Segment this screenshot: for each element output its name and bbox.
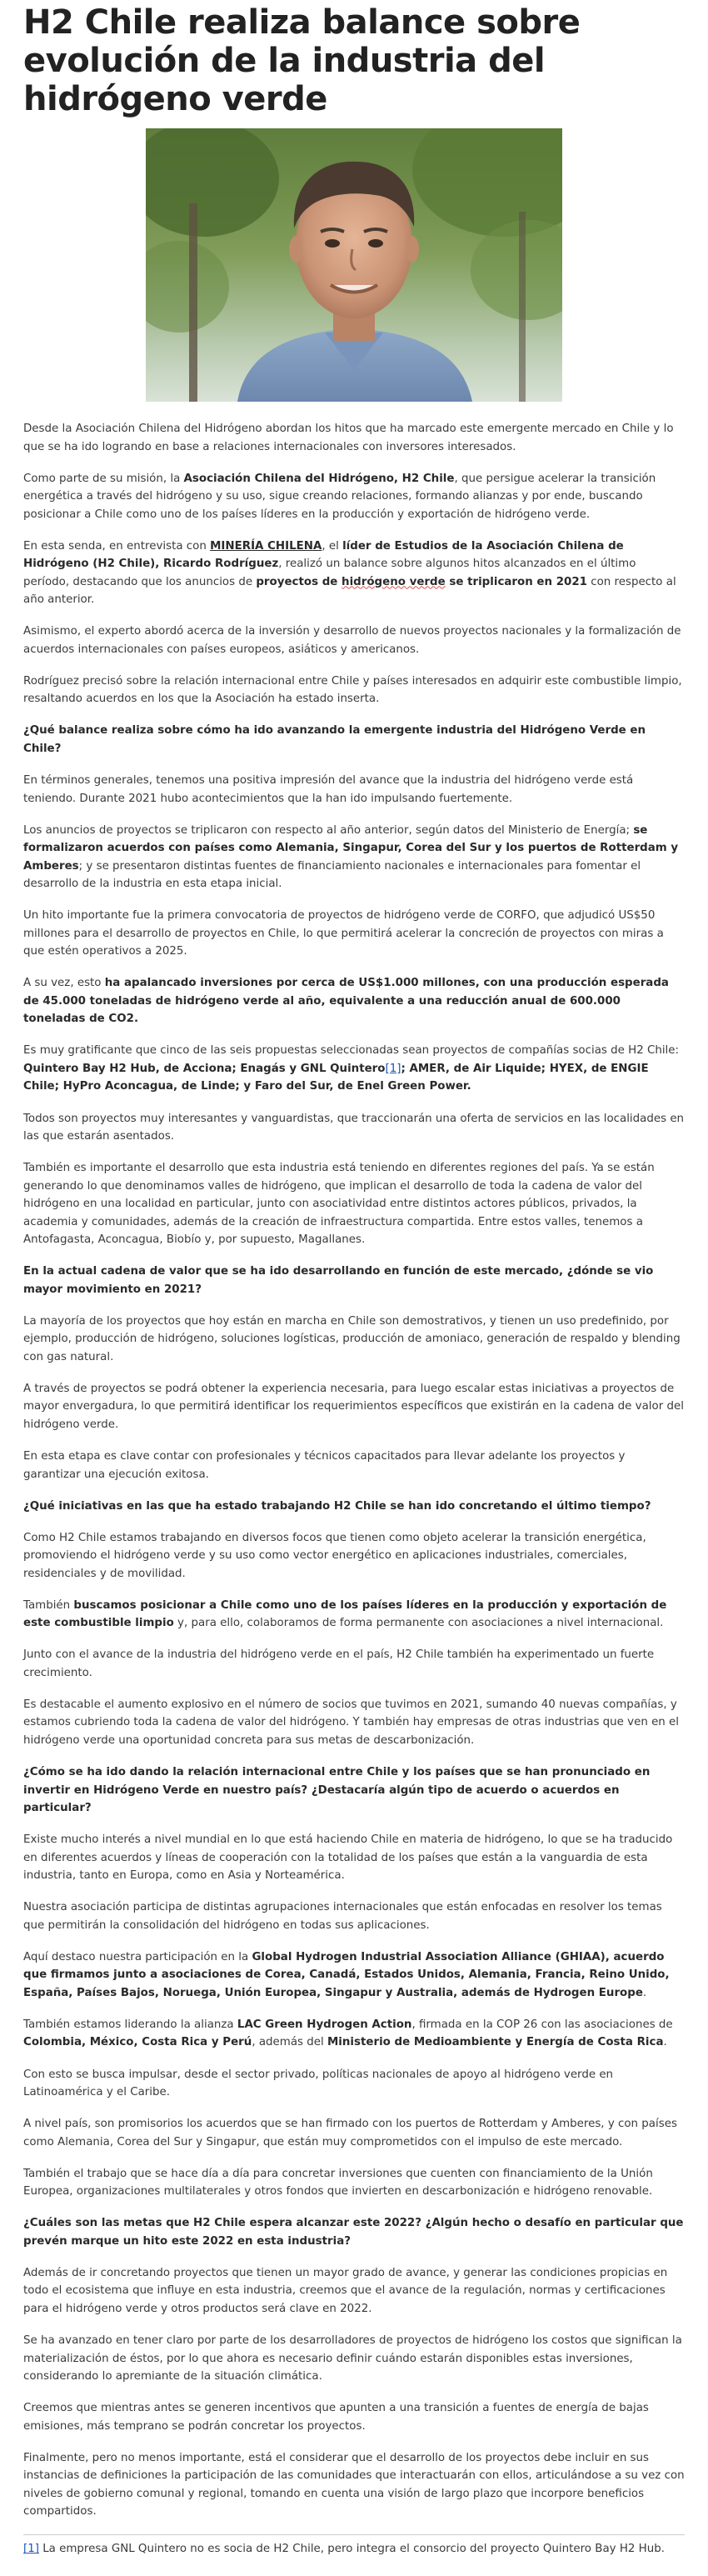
interview-question: ¿Qué iniciativas en las que ha estado trabajando H2 Chile se han ido concretando el último tiempo?	[23, 1499, 651, 1513]
article-body	[23, 420, 685, 2558]
paragraph: Aquí destaco nuestra participación en la Global Hydrogen Industrial Association Alliance (GHIAA), acuerdo que firmamos junto a asociaciones de Corea, Canadá, Estados Unidos, Alemania, Francia, Reino Unido, España, Países Bajos, Noruega, Unión Europea, Singapur y Australia, además de Hydrogen Europe.	[23, 1950, 670, 1999]
paragraph: Nuestra asociación participa de distintas agrupaciones internacionales que están enfocadas en resolver los temas que permitirán la consolidación del hidrógeno en todas sus aplicaciones.	[23, 1901, 662, 1932]
paragraph: A nivel país, son promisorios los acuerdos que se han firmado con los puertos de Rotterdam y Amberes, y con países como Alemania, Corea del Sur y Singapur, que están muy comprometidos con el impulso de este mercado.	[23, 2118, 677, 2148]
paragraph: Creemos que mientras antes se generen incentivos que apunten a una transición a fuentes de energía de bajas emisiones, más temprano se podrán concretar los proyectos.	[23, 2402, 649, 2433]
paragraph: Es muy gratificante que cinco de las seis propuestas seleccionadas sean proyectos de compañías socias de H2 Chile: Quintero Bay H2 Hub, de Acciona; Enagás y GNL Quintero[1]; AMER, de Air Liquide; HYEX, de ENGIE Chile; HyPro Aconcagua, de Linde; y Faro del Sur, de Enel Green Power.	[23, 1044, 680, 1093]
paragraph: La mayoría de los proyectos que hoy están en marcha en Chile son demostrativos, y tienen un uso predefinido, por ejemplo, producción de hidrógeno, soluciones logísticas, producción de amoniaco, generación de respaldo y blending con gas natural.	[23, 1314, 681, 1363]
paragraph: A través de proyectos se podrá obtener la experiencia necesaria, para luego escalar estas iniciativas a proyectos de mayor envergadura, lo que permitirá identificar los requerimientos específicos que existirán en la cadena de valor del hidrógeno verde.	[23, 1382, 684, 1431]
paragraph: Además de ir concretando proyectos que tienen un mayor grado de avance, y generar las condiciones propicias en todo el ecosistema que influye en esta industria, creemos que el avance de la regulación, normas y certificaciones para el hidrógeno verde y otros productos será clave en 2022.	[23, 2266, 668, 2315]
paragraph: También estamos liderando la alianza LAC Green Hydrogen Action, firmada en la COP 26 con las asociaciones de Colombia, México, Costa Rica y Perú, además del Ministerio de Medioambiente y Energía de Costa Rica.	[23, 2018, 673, 2049]
paragraph: Como H2 Chile estamos trabajando en diversos focos que tienen como objeto acelerar la transición energética, promoviendo el hidrógeno verde y su uso como vector energético en aplicaciones industriales, comerciales, residenciales y de movilidad.	[23, 1531, 646, 1580]
article-photo	[146, 128, 562, 402]
paragraph: Un hito importante fue la primera convocatoria de proyectos de hidrógeno verde de CORFO, que adjudicó US$50 millones para el desarrollo de proyectos en Chile, lo que permitirá acelerar la concreción de proyectos con miras a que estén operativos a 2025.	[23, 909, 664, 958]
paragraph: En términos generales, tenemos una positiva impresión del avance que la industria del hidrógeno verde está teniendo. Durante 2021 hubo acontecimientos que la han ido impulsando fuertemente.	[23, 774, 634, 805]
interview-question: ¿Qué balance realiza sobre cómo ha ido avanzando la emergente industria del Hidrógeno Verde en Chile?	[23, 724, 646, 755]
interview-question: En la actual cadena de valor que se ha ido desarrollando en función de este mercado, ¿dónde se vio mayor movimiento en 2021?	[23, 1265, 654, 1296]
paragraph: Como parte de su misión, la Asociación Chilena del Hidrógeno, H2 Chile, que persigue acelerar la transición energética a través del hidrógeno y su uso, sigue creando relaciones, formando alianzas y por ende, buscando posicionar a Chile como uno de los países líderes en la producción y exportación de hidrógeno verde.	[23, 472, 656, 521]
intro-paragraph: Desde la Asociación Chilena del Hidrógeno abordan los hitos que ha marcado este emergente mercado en Chile y lo que se ha ido logrando en base a relaciones internacionales con inversores interesados.	[23, 423, 674, 453]
paragraph: También es importante el desarrollo que esta industria está teniendo en diferentes regiones del país. Ya se están generando lo que denominamos valles de hidrógeno, que implican el desarrollo de toda la cadena de valor del hidrógeno en una localidad en particular, junto con asociatividad entre distintos actores públicos, privados, la academia y comunidades, además de la creación de infraestructura compartida. Entre estos valles, tenemos a Antofagasta, Aconcagua, Biobío y, por supuesto, Magallanes.	[23, 1162, 655, 1247]
footnote-text: [1] La empresa GNL Quintero no es socia de H2 Chile, pero integra el consorcio del proyecto Quintero Bay H2 Hub.	[23, 2543, 665, 2556]
footnote-back-link[interactable]: [1]	[23, 2543, 39, 2556]
paragraph: Rodríguez precisó sobre la relación internacional entre Chile y países interesados en adquirir este combustible limpio, resaltando acuerdos en los que la Asociación ha estado inserta.	[23, 674, 682, 706]
paragraph: Se ha avanzado en tener claro por parte de los desarrolladores de proyectos de hidrógeno los costos que significan la materialización de éstos, por lo que ahora es necesario definir cuándo estarán disponibles estas inversiones, considerando lo apremiante de la situación climática.	[23, 2334, 682, 2383]
interview-question: ¿Cuáles son las metas que H2 Chile espera alcanzar este 2022? ¿Algún hecho o desafío en particular que prevén marque un hito este 2022 en esta industria?	[23, 2217, 684, 2248]
mineria-chilena-link[interactable]: MINERÍA CHILENA	[210, 539, 322, 553]
portrait-illustration	[146, 128, 562, 402]
paragraph: Los anuncios de proyectos se triplicaron con respecto al año anterior, según datos del Ministerio de Energía; se formalizaron acuerdos con países como Alemania, Singapur, Corea del Sur y los puertos de Rotterdam y Amberes; y se presentaron distintas fuentes de financiamiento nacionales e internacionales para fomentar el desarrollo de la industria en esta etapa inicial.	[23, 823, 679, 891]
footnote-ref-link[interactable]: [1]	[385, 1062, 401, 1075]
paragraph: Con esto se busca impulsar, desde el sector privado, políticas nacionales de apoyo al hidrógeno verde en Latinoamérica y el Caribe.	[23, 2068, 614, 2099]
paragraph: Junto con el avance de la industria del hidrógeno verde en el país, H2 Chile también ha experimentado un fuerte crecimiento.	[23, 1648, 655, 1679]
paragraph: Todos son proyectos muy interesantes y vanguardistas, que traccionarán una oferta de servicios en las localidades en las que estarán asentados.	[23, 1112, 685, 1143]
paragraph: Existe mucho interés a nivel mundial en lo que está haciendo Chile en materia de hidrógeno, lo que se ha traducido en diferentes acuerdos y líneas de cooperación con la totalidad de los países que están a la vanguardia de esta industria, tanto en Europa, como en Asia y Norteamérica.	[23, 1833, 673, 1883]
interview-question: ¿Cómo se ha ido dando la relación internacional entre Chile y los países que se han pronunciado en invertir en Hidrógeno Verde en nuestro país? ¿Destacaría algún tipo de acuerdo o acuerdos en particular?	[23, 1766, 651, 1815]
footnote	[23, 2534, 685, 2558]
paragraph: Finalmente, pero no menos importante, está el considerar que el desarrollo de los proyectos debe incluir en sus instancias de definiciones la participación de las comunidades que interactuarán con ellos, articulándose a su vez con niveles de gobierno comunal y regional, tomando en cuenta una visión de largo plazo que incorpore beneficios compartidos.	[23, 2451, 685, 2518]
paragraph: A su vez, esto ha apalancado inversiones por cerca de US$1.000 millones, con una producción esperada de 45.000 toneladas de hidrógeno verde al año, equivalente a una reducción anual de 600.000 toneladas de CO2.	[23, 977, 669, 1026]
paragraph: También buscamos posicionar a Chile como uno de los países líderes en la producción y exportación de este combustible limpio y, para ello, colaboramos de forma permanente con asociaciones a nivel internacional.	[23, 1598, 667, 1630]
paragraph: Es destacable el aumento explosivo en el número de socios que tuvimos en 2021, sumando 40 nuevas compañías, y estamos cubriendo toda la cadena de valor del hidrógeno. Y también hay empresas de otras industrias que ven en el hidrógeno verde una oportunidad concreta para sus metas de descarbonización.	[23, 1698, 680, 1747]
paragraph: Asimismo, el experto abordó acerca de la inversión y desarrollo de nuevos proyectos nacionales y la formalización de acuerdos internacionales con países europeos, asiáticos y americanos.	[23, 625, 681, 656]
paragraph: También el trabajo que se hace día a día para concretar inversiones que cuenten con financiamiento de la Unión Europea, organizaciones multilaterales y otros fondos que invierten en descarbonización e hidrógeno renovable.	[23, 2167, 653, 2198]
paragraph: En esta etapa es clave contar con profesionales y técnicos capacitados para llevar adelante los proyectos y garantizar una ejecución exitosa.	[23, 1450, 626, 1481]
spellcheck-word: hidrógeno verde	[342, 575, 446, 588]
article-title: H2 Chile realiza balance sobre evolución de la industria del hidrógeno verde	[23, 3, 581, 118]
paragraph: En esta senda, en entrevista con MINERÍA CHILENA, el líder de Estudios de la Asociación Chilena de Hidrógeno (H2 Chile), Ricardo Rodríguez, realizó un balance sobre algunos hitos alcanzados en el último período, destacando que los anuncios de proyectos de hidrógeno verde se triplicaron en 2021 con respecto al año anterior.	[23, 539, 676, 607]
